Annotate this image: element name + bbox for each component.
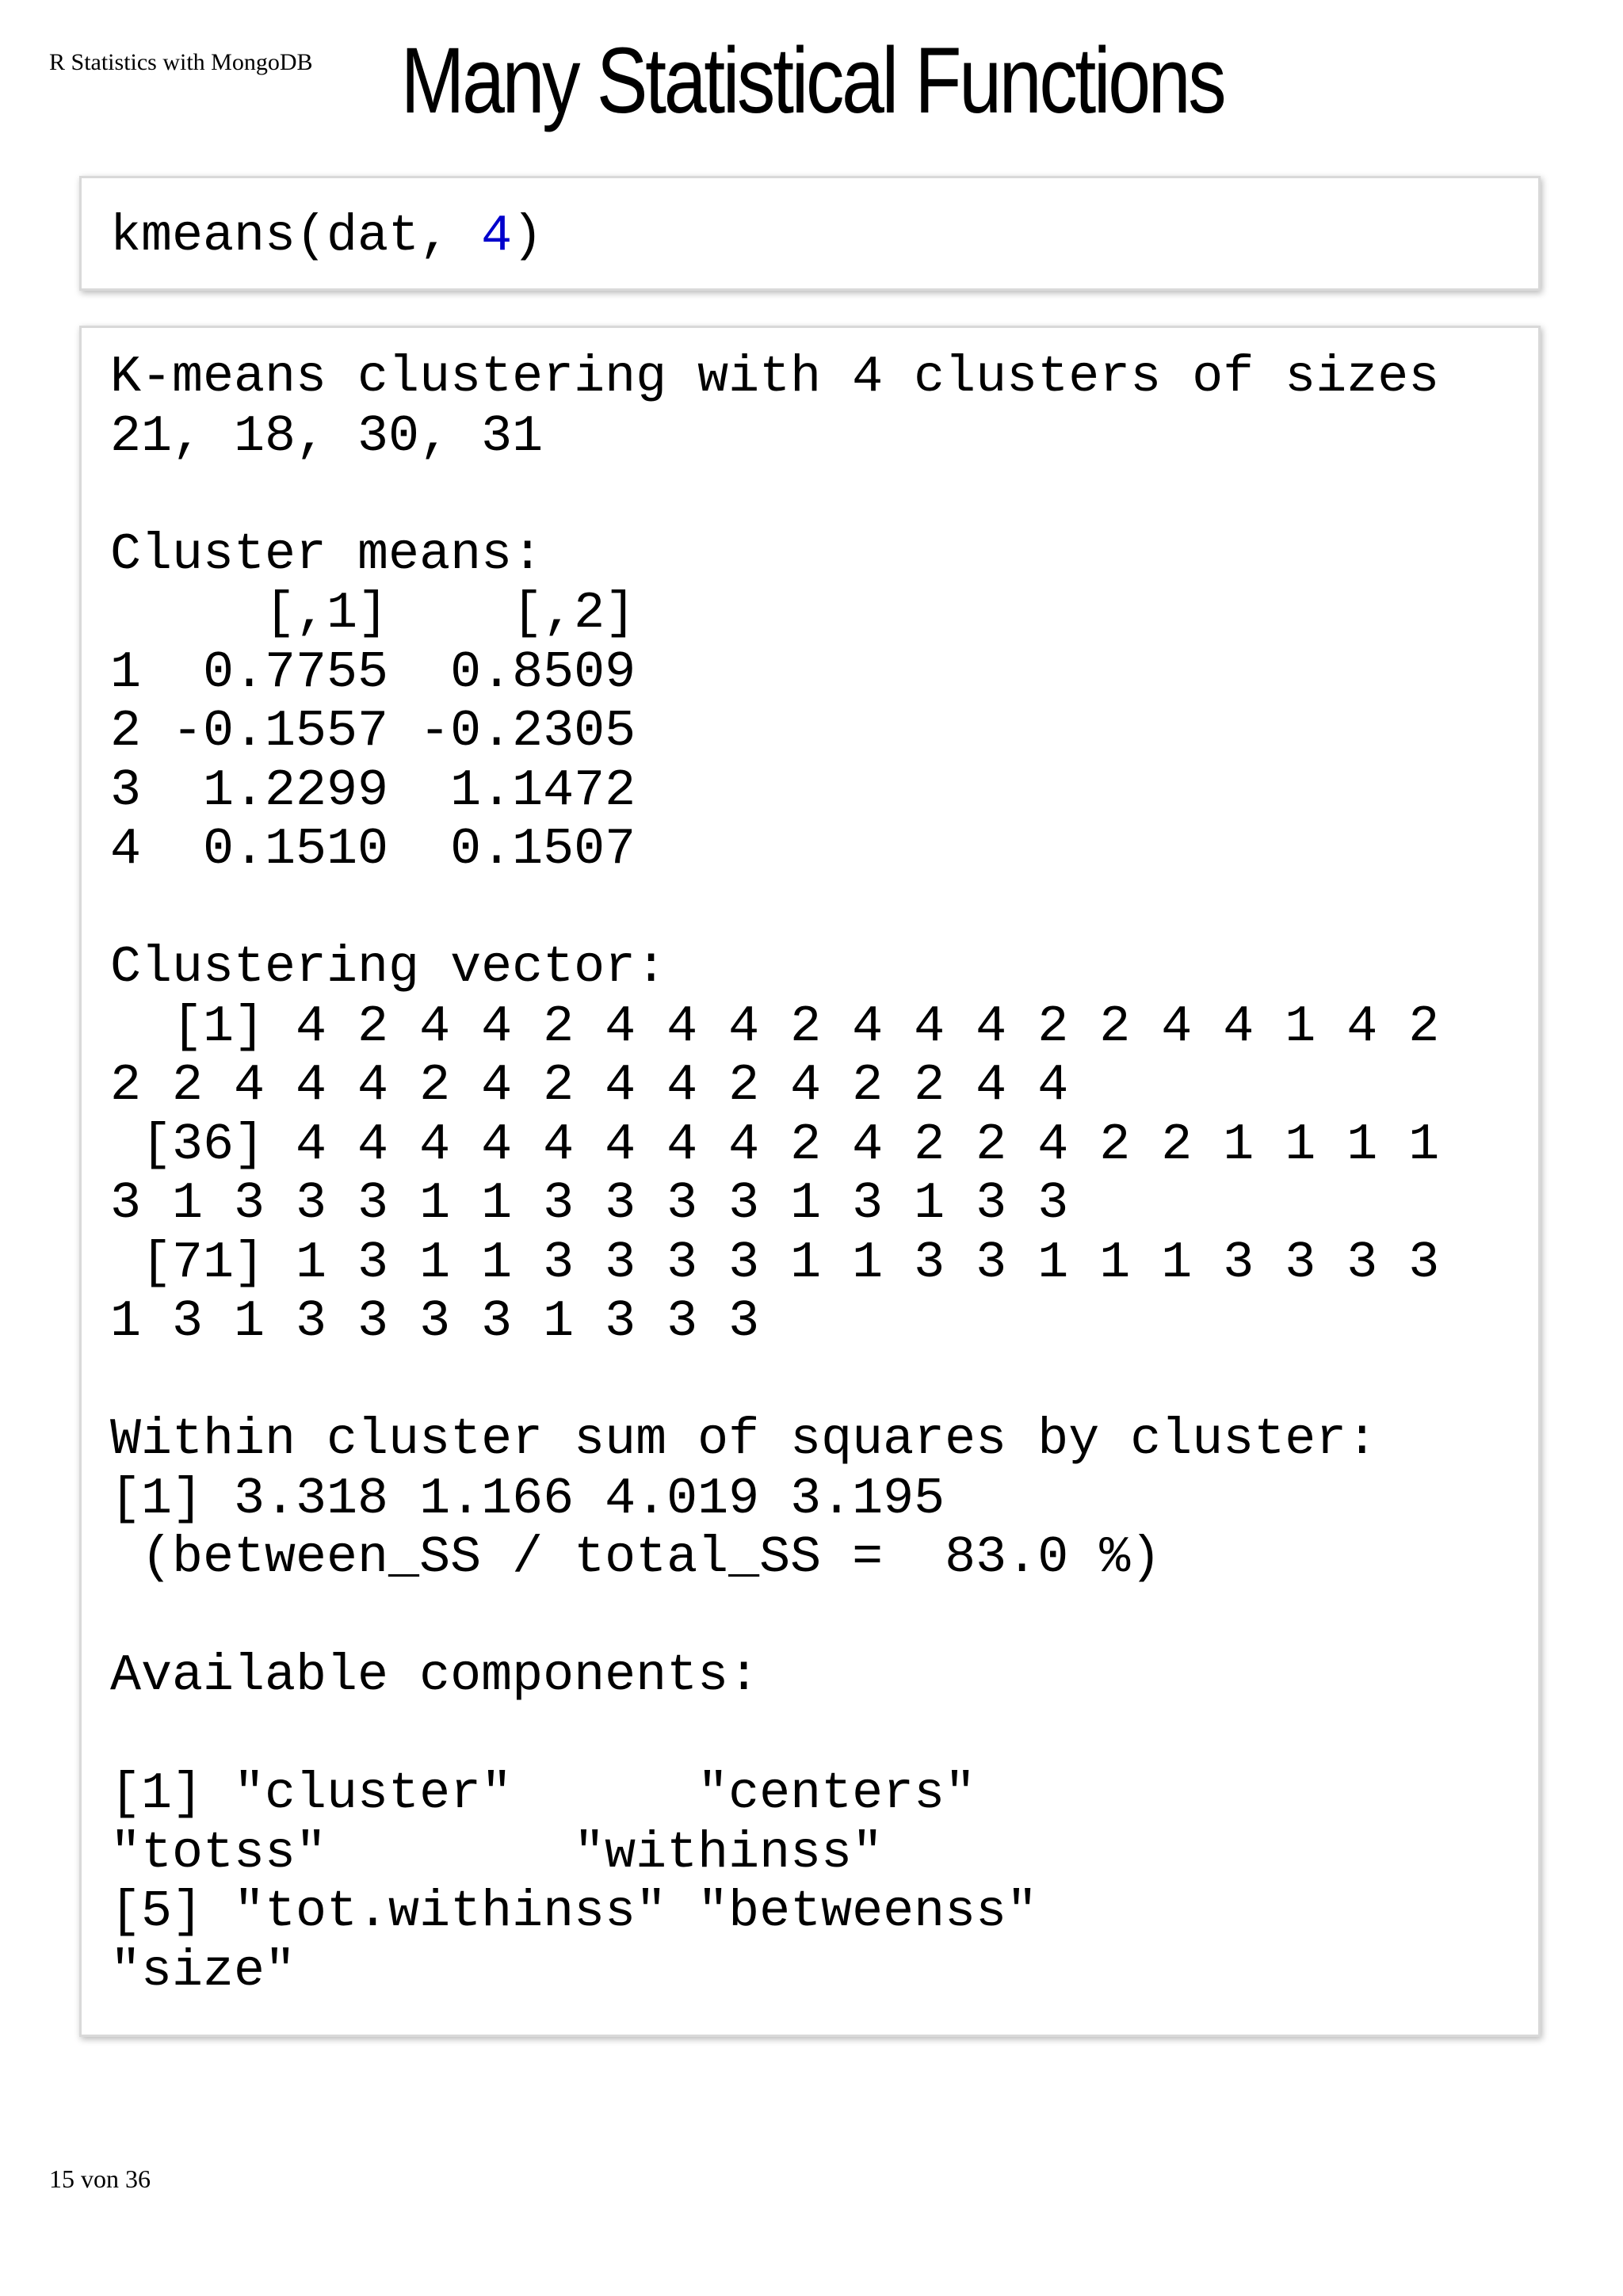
output-line — [110, 466, 1538, 525]
output-line: "totss" "withinss" — [110, 1823, 884, 1882]
output-line: Clustering vector: — [110, 938, 667, 997]
code-input-suffix: ) — [512, 207, 544, 265]
output-line — [110, 1588, 1538, 1647]
output-line: 1 3 1 3 3 3 3 1 3 3 3 — [110, 1292, 760, 1351]
presentation-header: R Statistics with MongoDB — [49, 49, 313, 75]
output-line: 21, 18, 30, 31 — [110, 406, 544, 466]
output-line — [110, 1706, 1538, 1765]
output-line: [5] "tot.withinss" "betweenss" — [110, 1882, 1038, 1941]
output-line: [36] 4 4 4 4 4 4 4 4 2 4 2 2 4 2 2 1 1 1 1 — [110, 1115, 1440, 1174]
output-line: K-means clustering with 4 clusters of sizes — [110, 348, 1440, 406]
slide-title: Many Statistical Functions — [400, 29, 1224, 133]
output-line: Cluster means: — [110, 524, 544, 584]
output-line — [110, 879, 1538, 939]
output-line: [71] 1 3 1 1 3 3 3 3 1 1 3 3 1 1 1 3 3 3 3 — [110, 1233, 1440, 1292]
code-output-box — [79, 326, 1541, 2037]
output-line: 3 1.2299 1.1472 — [110, 761, 636, 820]
output-line: Available components: — [110, 1646, 760, 1705]
code-input-number: 4 — [481, 207, 513, 265]
code-input-prefix: kmeans(dat, — [110, 207, 482, 265]
output-line: "size" — [110, 1941, 296, 2000]
output-line: 3 1 3 3 3 1 1 3 3 3 3 1 3 1 3 3 — [110, 1174, 1069, 1233]
output-line: 2 2 4 4 4 2 4 2 4 4 2 4 2 2 4 4 — [110, 1056, 1069, 1115]
output-line: [1] 3.318 1.166 4.019 3.195 — [110, 1469, 945, 1528]
output-line: [1] "cluster" "centers" — [110, 1764, 976, 1823]
output-line: (between_SS / total_SS = 83.0 %) — [110, 1528, 1162, 1587]
output-line: 2 -0.1557 -0.2305 — [110, 702, 636, 761]
code-input-box — [79, 176, 1541, 291]
output-line: [,1] [,2] — [110, 584, 636, 643]
output-line — [110, 1352, 1538, 1411]
output-line: 4 0.1510 0.1507 — [110, 820, 636, 879]
output-line: Within cluster sum of squares by cluster: — [110, 1410, 1378, 1469]
output-line: 1 0.7755 0.8509 — [110, 643, 636, 702]
page-number: 15 von 36 — [49, 2164, 151, 2193]
output-line: [1] 4 2 4 4 2 4 4 4 2 4 4 4 2 2 4 4 1 4 2 — [110, 997, 1440, 1056]
